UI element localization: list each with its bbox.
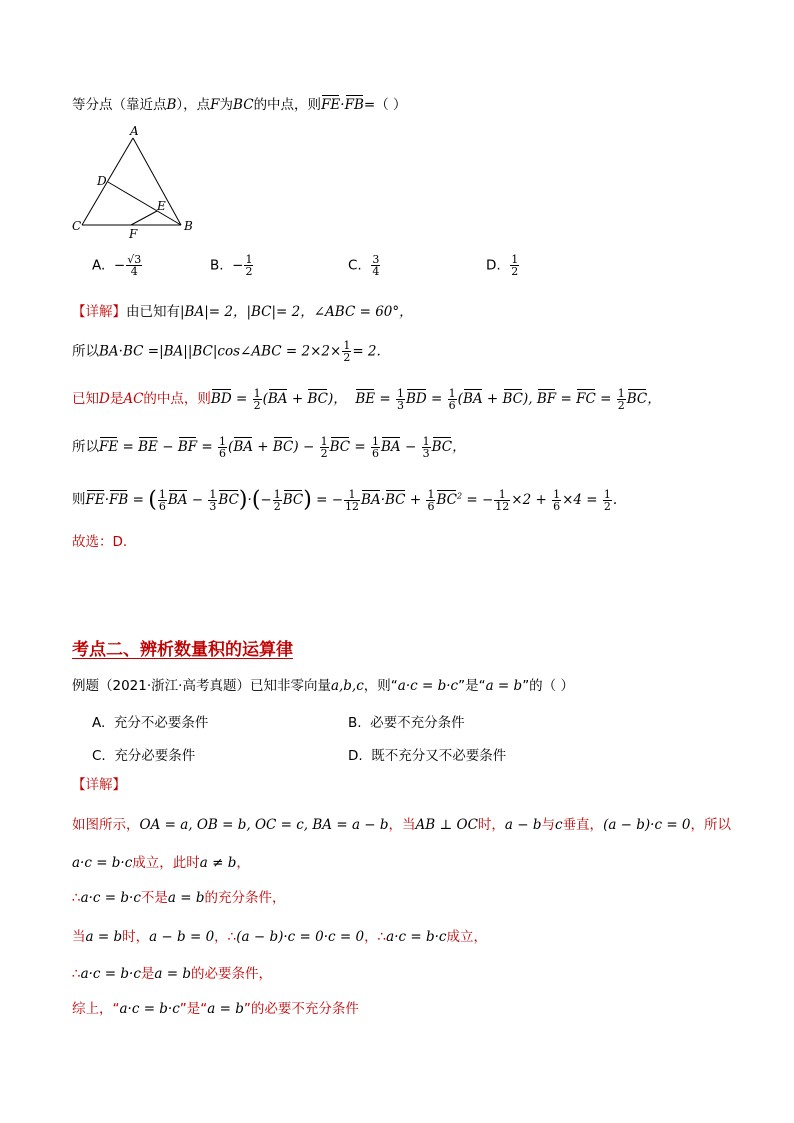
label-B: B: [184, 219, 193, 233]
triangle-figure: [66, 122, 206, 240]
solution1-line3: 已知D是AC的中点，则BD = $\frac{1}{2}$ (BA + BC)， BE = $\frac{1}{3}$ BD = $\frac{1}{6}$ (BA + BC), BF = FC = $\frac{1}{2}$ BC，: [72, 387, 661, 412]
example-stem: 例题（2021·浙江·高考真题）已知非零向量a,b,c，则“a·c = b·c”是“a = b”的（ ）: [72, 678, 574, 694]
example-option-a[interactable]: A. 充分不必要条件: [92, 715, 209, 731]
solution2-line2: a·c = b·c成立，此时a ≠ b，: [72, 855, 250, 871]
option-c[interactable]: C. $\frac{3}{4}$: [348, 253, 380, 278]
dot-product-expression: FE·FB = ( $\frac{1}{6}$ BA − $\frac{1}{3}$ BC)·(− $\frac{1}{2}$ BC) = − $\frac{1}{12}$ BA·BC + $\frac{1}{6}$ $BC^2$ = − $\frac{1}{12}$ ×2 + $\frac{1}{6}$ ×4 = $\frac{1}{2}$ .: [85, 487, 618, 513]
label-A: A: [130, 124, 139, 138]
solution2-line3: ∴a·c = b·c不是a = b的充分条件，: [72, 890, 286, 906]
solution2-line6: 综上，“a·c = b·c”是“a = b”的必要不充分条件: [72, 1001, 359, 1017]
option-a[interactable]: A. − $\frac{√3}{4}$: [92, 253, 142, 278]
solution2-line4: 当a = b时，a − b = 0，∴(a − b)·c = 0·c = 0，∴a·c = b·c成立，: [72, 929, 487, 945]
label-E: E: [157, 199, 166, 213]
label-F: F: [129, 227, 138, 240]
label-D: D: [97, 174, 107, 188]
solution1-conclusion: 故选：D.: [72, 534, 128, 550]
label-C: C: [72, 219, 82, 233]
solution1-line2: 所以BA·BC =|BA||BC|cos∠ABC = 2×2× $\frac{1}{2}$ = 2.: [72, 339, 381, 364]
side-AC: [82, 138, 133, 225]
bd-expression: BD = $\frac{1}{2}$ (BA + BC)， BE = $\frac{1}{3}$ BD = $\frac{1}{6}$ (BA + BC), BF = FC = $\frac{1}{2}$ BC，: [210, 387, 661, 412]
problem1-stem: 等分点（靠近点B），点F为BC的中点，则FE·FB=（ ）: [72, 97, 407, 113]
segment-FE: [131, 211, 157, 225]
example-option-c[interactable]: C. 充分必要条件: [92, 748, 196, 764]
solution1-line4: 所以FE = BE − BF = $\frac{1}{6}$ (BA + BC) − $\frac{1}{2}$ BC = $\frac{1}{6}$ BA − $\frac{1}{3}$ BC，: [72, 435, 466, 460]
section-heading: 考点二、辨析数量积的运算律: [72, 640, 293, 660]
option-b[interactable]: B. − $\frac{1}{2}$: [210, 253, 253, 278]
fe-expression: FE = BE − BF = $\frac{1}{6}$ (BA + BC) − $\frac{1}{2}$ BC = $\frac{1}{6}$ BA − $\frac{1}{3}$ BC，: [99, 435, 466, 460]
solution1-line5: 则FE·FB = ( $\frac{1}{6}$ BA − $\frac{1}{3}$ BC)·(− $\frac{1}{2}$ BC) = − $\frac{1}{12}$ BA·BC + $\frac{1}{6}$ $BC^2$ = − $\frac{1}{12}$ ×2 + $\frac{1}{6}$ ×4 = $\frac{1}{2}$ .: [72, 487, 618, 513]
solution1-line1: 【详解】由已知有|BA|= 2，|BC|= 2，∠ABC = 60°，: [72, 304, 413, 320]
example-solution-tag: 【详解】: [72, 777, 126, 793]
option-d[interactable]: D. $\frac{1}{2}$: [486, 253, 519, 278]
example-option-d[interactable]: D. 既不充分又不必要条件: [348, 748, 507, 764]
segment-DB: [108, 182, 181, 225]
example-option-b[interactable]: B. 必要不充分条件: [348, 715, 465, 731]
solution2-line5: ∴a·c = b·c是a = b的必要条件，: [72, 966, 272, 982]
solution2-line1: 如图所示，OA = a, OB = b, OC = c, BA = a − b，当AB ⊥ OC时，a − b与c垂直，(a − b)·c = 0，所以: [72, 817, 732, 833]
